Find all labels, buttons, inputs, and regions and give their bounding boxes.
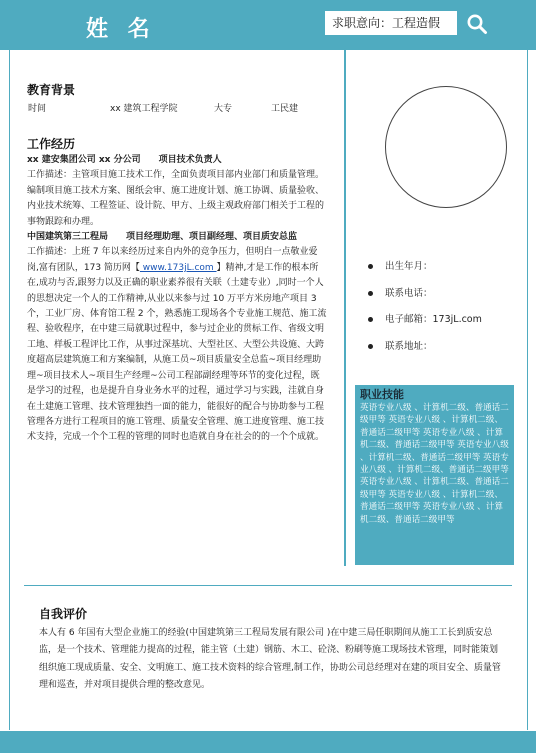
education-degree: 大专 (214, 104, 233, 114)
skills-body: 英语专业八级 、计算机二级、普通话二级甲等 英语专业八级 、计算机二级、普通话二级甲等 英语专业八级 、计算机二级、普通话二级甲等 英语专业八级 、计算机二级、普通话二级甲等 英语专业八级 、计算机二级、普通话二级甲等 英语专业八级 、计算机二级、普通话二级甲等 英语专业八级 、计算机二级、普通话二级甲等 英语专业八级 、计算机二级、普通话二级甲等 (360, 403, 509, 525)
contact-email: 电子邮箱：173jL.com (368, 313, 482, 340)
self-eval-body: 本人有 6 年国有大型企业施工的经验(中国建筑第三工程局发展有限公司 )在中建三局任职期间从施工工长到质安总监，是一个技术、管理能力提高的过程，能主管（土建）钢筋、木工、砼浇、粉刷等施工现场技术管理，同时能策划组织施工现成质量、安全、文明施工、施工技术资料的综合管理,制工作，协助公司总经理对在建的项目安全、质量管理和巡查，并对项目提供合理的整改意见。 (39, 628, 501, 691)
contact-phone: 联系电话： (368, 287, 482, 314)
self-eval-title: 自我评价 (39, 607, 88, 621)
work-title: 工作经历 (27, 137, 76, 151)
photo-placeholder (385, 86, 507, 208)
footer-bar (0, 731, 536, 753)
contact-list (368, 260, 482, 366)
job2-header: 中国建筑第三工程局 项目经理助理、项目副经理、项目质安总监 (27, 232, 298, 243)
job1-description: 工作描述：主管项目施工技术工作，全面负责项目部内业部门和质量管理。编制项目施工技术方案、图纸会审、施工进度计划、施工协调、质量验收、内业技术统筹、工程签证、设计院、甲方、上级主观政府部门相关于工程的事物跟踪和办理。 (27, 170, 325, 227)
resume-site-link[interactable]: www.173jL.com (139, 262, 217, 273)
education-school: xx 建筑工程学院 (110, 104, 178, 114)
education-time: 时间 (28, 104, 47, 114)
education-major: 工民建 (271, 104, 299, 114)
skills-title: 职业技能 (360, 388, 404, 401)
search-icon[interactable] (466, 13, 488, 35)
header-bar (0, 0, 536, 50)
skills-box (355, 385, 514, 565)
job2-description: 工作描述：上班 7 年以来经历过来自内外的竞争压力，但明白一点敬业爱岗,富有团队，173 简历网【 www.173jL.com 】精神,才是工作的根本所在,成功与否,跟努力以及正确的职业素养很有关联（土建专业）,同时一个人的思想决定一个人的工作精神,从业以来参与过 10 万平方米房地产项目 3 个，工业厂房、体育馆工程 2 个，熟悉施工现场各个专业施工规范、施工流程、验收程序，在中建三局就职过程中，参与过企业的贯标工作、省级文明工地、样板工程评比工作，从事过深基坑、大型社区、大型公共设施、大跨度超高层建筑施工和方案编制，从施工员~项目质量安全总监~项目经理助理~项目技术人~项目生产经理~公司工程部副经理等环节的变化过程，既是学习的过程，也是提升自身业务水平的过程，通过学习与实践，洼就自身在土建施工管理、技术管理独挡一面的能力，能很好的配合与协助参与工程管理各方进行工程项目的施工管理、质量安全管理、施工进度管理、施工技术支持，完成一个个工程的管理的同时也造就自身在社会的的一个个成就。 (27, 247, 327, 443)
contact-address: 联系地址： (368, 340, 482, 367)
work-section (27, 153, 327, 446)
name-title: 姓 名 (86, 17, 156, 42)
contact-birth: 出生年月： (368, 260, 482, 287)
column-divider (344, 46, 346, 566)
job1-header: xx 建安集团公司 xx 分公司 项目技术负责人 (27, 155, 222, 165)
education-title: 教育背景 (27, 83, 76, 97)
job-intent-field[interactable]: 求职意向：工程造假 (325, 11, 457, 35)
section-divider (24, 585, 512, 586)
